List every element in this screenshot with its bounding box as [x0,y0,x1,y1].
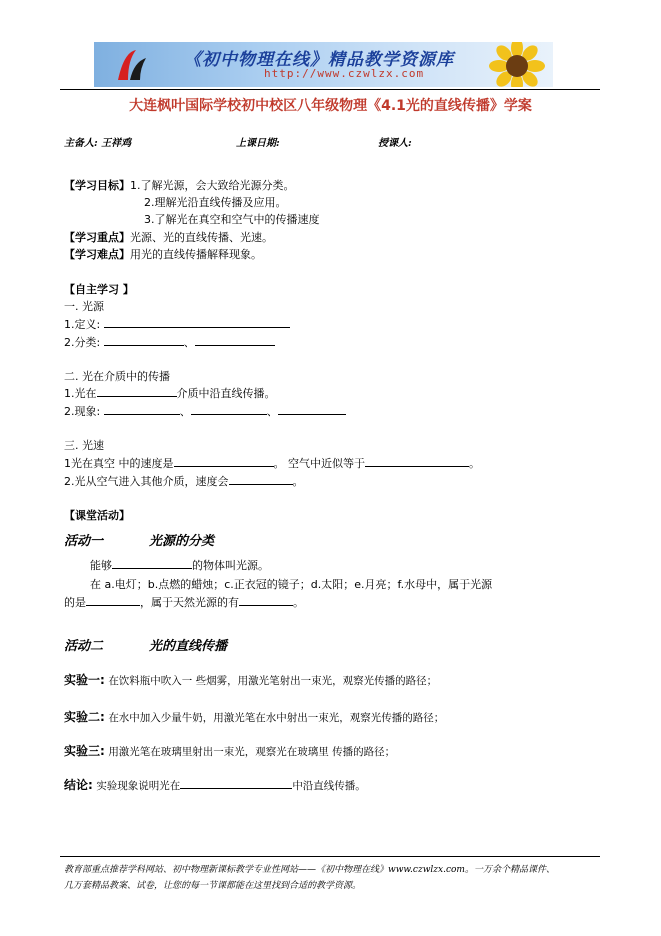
light-source-answer-line [64,594,304,610]
section-propagation: 二. 光在介质中的传播 [64,370,170,383]
date-label: 上课日期: [236,138,280,149]
experiment-2-text: 在水中加入少量牛奶，用激光笔在水中射出一束光，观察光传播的路径； [108,712,445,724]
light-source-answer-blank[interactable] [86,595,140,606]
conclusion-pre: 实验现象说明光在 [96,780,181,792]
classification-label: 2.分类: [64,336,104,349]
speed-change-blank[interactable] [229,474,293,485]
phenomena-label: 2.现象: [64,405,104,418]
classification-blank-2[interactable] [195,335,275,346]
light-source-def-post: 的物体叫光源。 [192,559,269,572]
propagation-line [64,385,276,401]
author-label: 主备人: 王祥鸡 [64,138,132,149]
light-source-def-blank[interactable] [112,558,192,569]
activity-2-title: 光的直线传播 [149,639,228,654]
natural-source-answer-blank[interactable] [239,595,293,606]
definition-label: 1.定义: [64,318,104,331]
banner-url[interactable]: http://www.czwlzx.com [264,67,425,80]
experiment-3-text: 用激光笔在玻璃里射出一束光，观察光在玻璃里 传播的路径； [108,746,396,758]
header-divider [60,89,600,90]
goals-label: 【学习目标】 [64,179,130,192]
separator: 、 [183,336,195,349]
difficulty-label: 【学习难点】 [64,248,130,261]
activity-1-label: 活动一 [64,534,104,549]
speed-post: 。 [469,457,480,470]
conclusion-label: 结论: [64,778,93,792]
activity-1-title: 光源的分类 [149,534,215,549]
separator: 、 [179,405,191,418]
definition-line [64,316,290,332]
definition-blank[interactable] [104,317,290,328]
answer-pre: 的是 [64,596,86,609]
classification-line [64,334,275,350]
speed-mid: 。 空气中近似等于 [273,457,365,470]
goal-line-1 [64,177,295,193]
site-logo-icon [114,46,150,84]
speed-change-post: 。 [292,475,304,488]
speed-line [64,455,480,471]
document-title: 大连枫叶国际学校初中校区八年级物理《4.1光的直线传播》学案 [129,98,532,114]
conclusion-line [64,776,366,793]
header-banner [94,42,553,87]
sunflower-icon [485,42,549,87]
light-source-def-line [90,557,269,573]
speed-pre: 1光在真空 中的速度是 [64,457,174,470]
speed-change-pre: 2.光从空气进入其他介质，速度会 [64,475,229,488]
light-source-question: 在 a.电灯；b.点燃的蜡烛；c.正衣冠的镜子；d.太阳；e.月亮；f.水母中，属于光源 [90,578,493,591]
experiment-3-line [64,742,395,759]
conclusion-blank[interactable] [180,778,292,789]
propagation-post: 介质中沿直线传播。 [176,387,276,400]
speed-change-line [64,473,304,489]
banner-title: 《初中物理在线》精品教学资源库 [184,50,454,70]
vacuum-speed-blank[interactable] [174,456,274,467]
experiment-2-label: 实验二: [64,710,105,724]
phenomena-blank-3[interactable] [278,404,346,415]
goal-2: 2.理解光沿直线传播及应用。 [144,196,287,209]
medium-blank[interactable] [97,386,177,397]
key-points-text: 光源、光的直线传播、光速。 [130,231,273,244]
key-points-label: 【学习重点】 [64,231,130,244]
classification-blank-1[interactable] [104,335,184,346]
experiment-1-text: 在饮料瓶中吹入一 些烟雾，用激光笔射出一束光，观察光传播的路径； [108,675,438,687]
footer-divider [60,856,600,857]
conclusion-post: 中沿直线传播。 [292,780,366,792]
experiment-3-label: 实验三: [64,744,105,758]
footer-line-1: 教育部重点推荐学科网站、初中物理新课标教学专业性网站——《初中物理在线》www.czwlzx.com。一万余个精品课件、 [64,865,555,875]
goal-3: 3.了解光在真空和空气中的传播速度 [144,213,320,226]
experiment-1-line [64,671,437,688]
footer-line-2: 几万套精品教案、试卷，让您的每一节课都能在这里找到合适的教学资源。 [64,881,362,891]
propagation-pre: 1.光在 [64,387,97,400]
section-light-speed: 三. 光速 [64,439,104,452]
class-activity-header: 【课堂活动】 [64,509,130,522]
key-points-line [64,229,273,245]
air-speed-blank[interactable] [365,456,469,467]
answer-mid: ，属于天然光源的有 [140,596,239,609]
difficulty-line [64,246,262,262]
answer-post: 。 [293,596,304,609]
section-light-source: 一. 光源 [64,300,104,313]
light-source-def-pre: 能够 [90,559,112,572]
experiment-1-label: 实验一: [64,673,105,687]
experiment-2-line [64,708,444,725]
phenomena-blank-1[interactable] [104,404,180,415]
self-study-header: 【自主学习 】 [64,283,134,296]
teacher-label: 授课人: [378,138,412,149]
difficulty-text: 用光的直线传播解释现象。 [130,248,262,261]
goal-1: 1.了解光源，会大致给光源分类。 [130,179,295,192]
activity-2-label: 活动二 [64,639,104,654]
separator: 、 [266,405,278,418]
phenomena-blank-2[interactable] [191,404,267,415]
phenomena-line [64,403,346,419]
